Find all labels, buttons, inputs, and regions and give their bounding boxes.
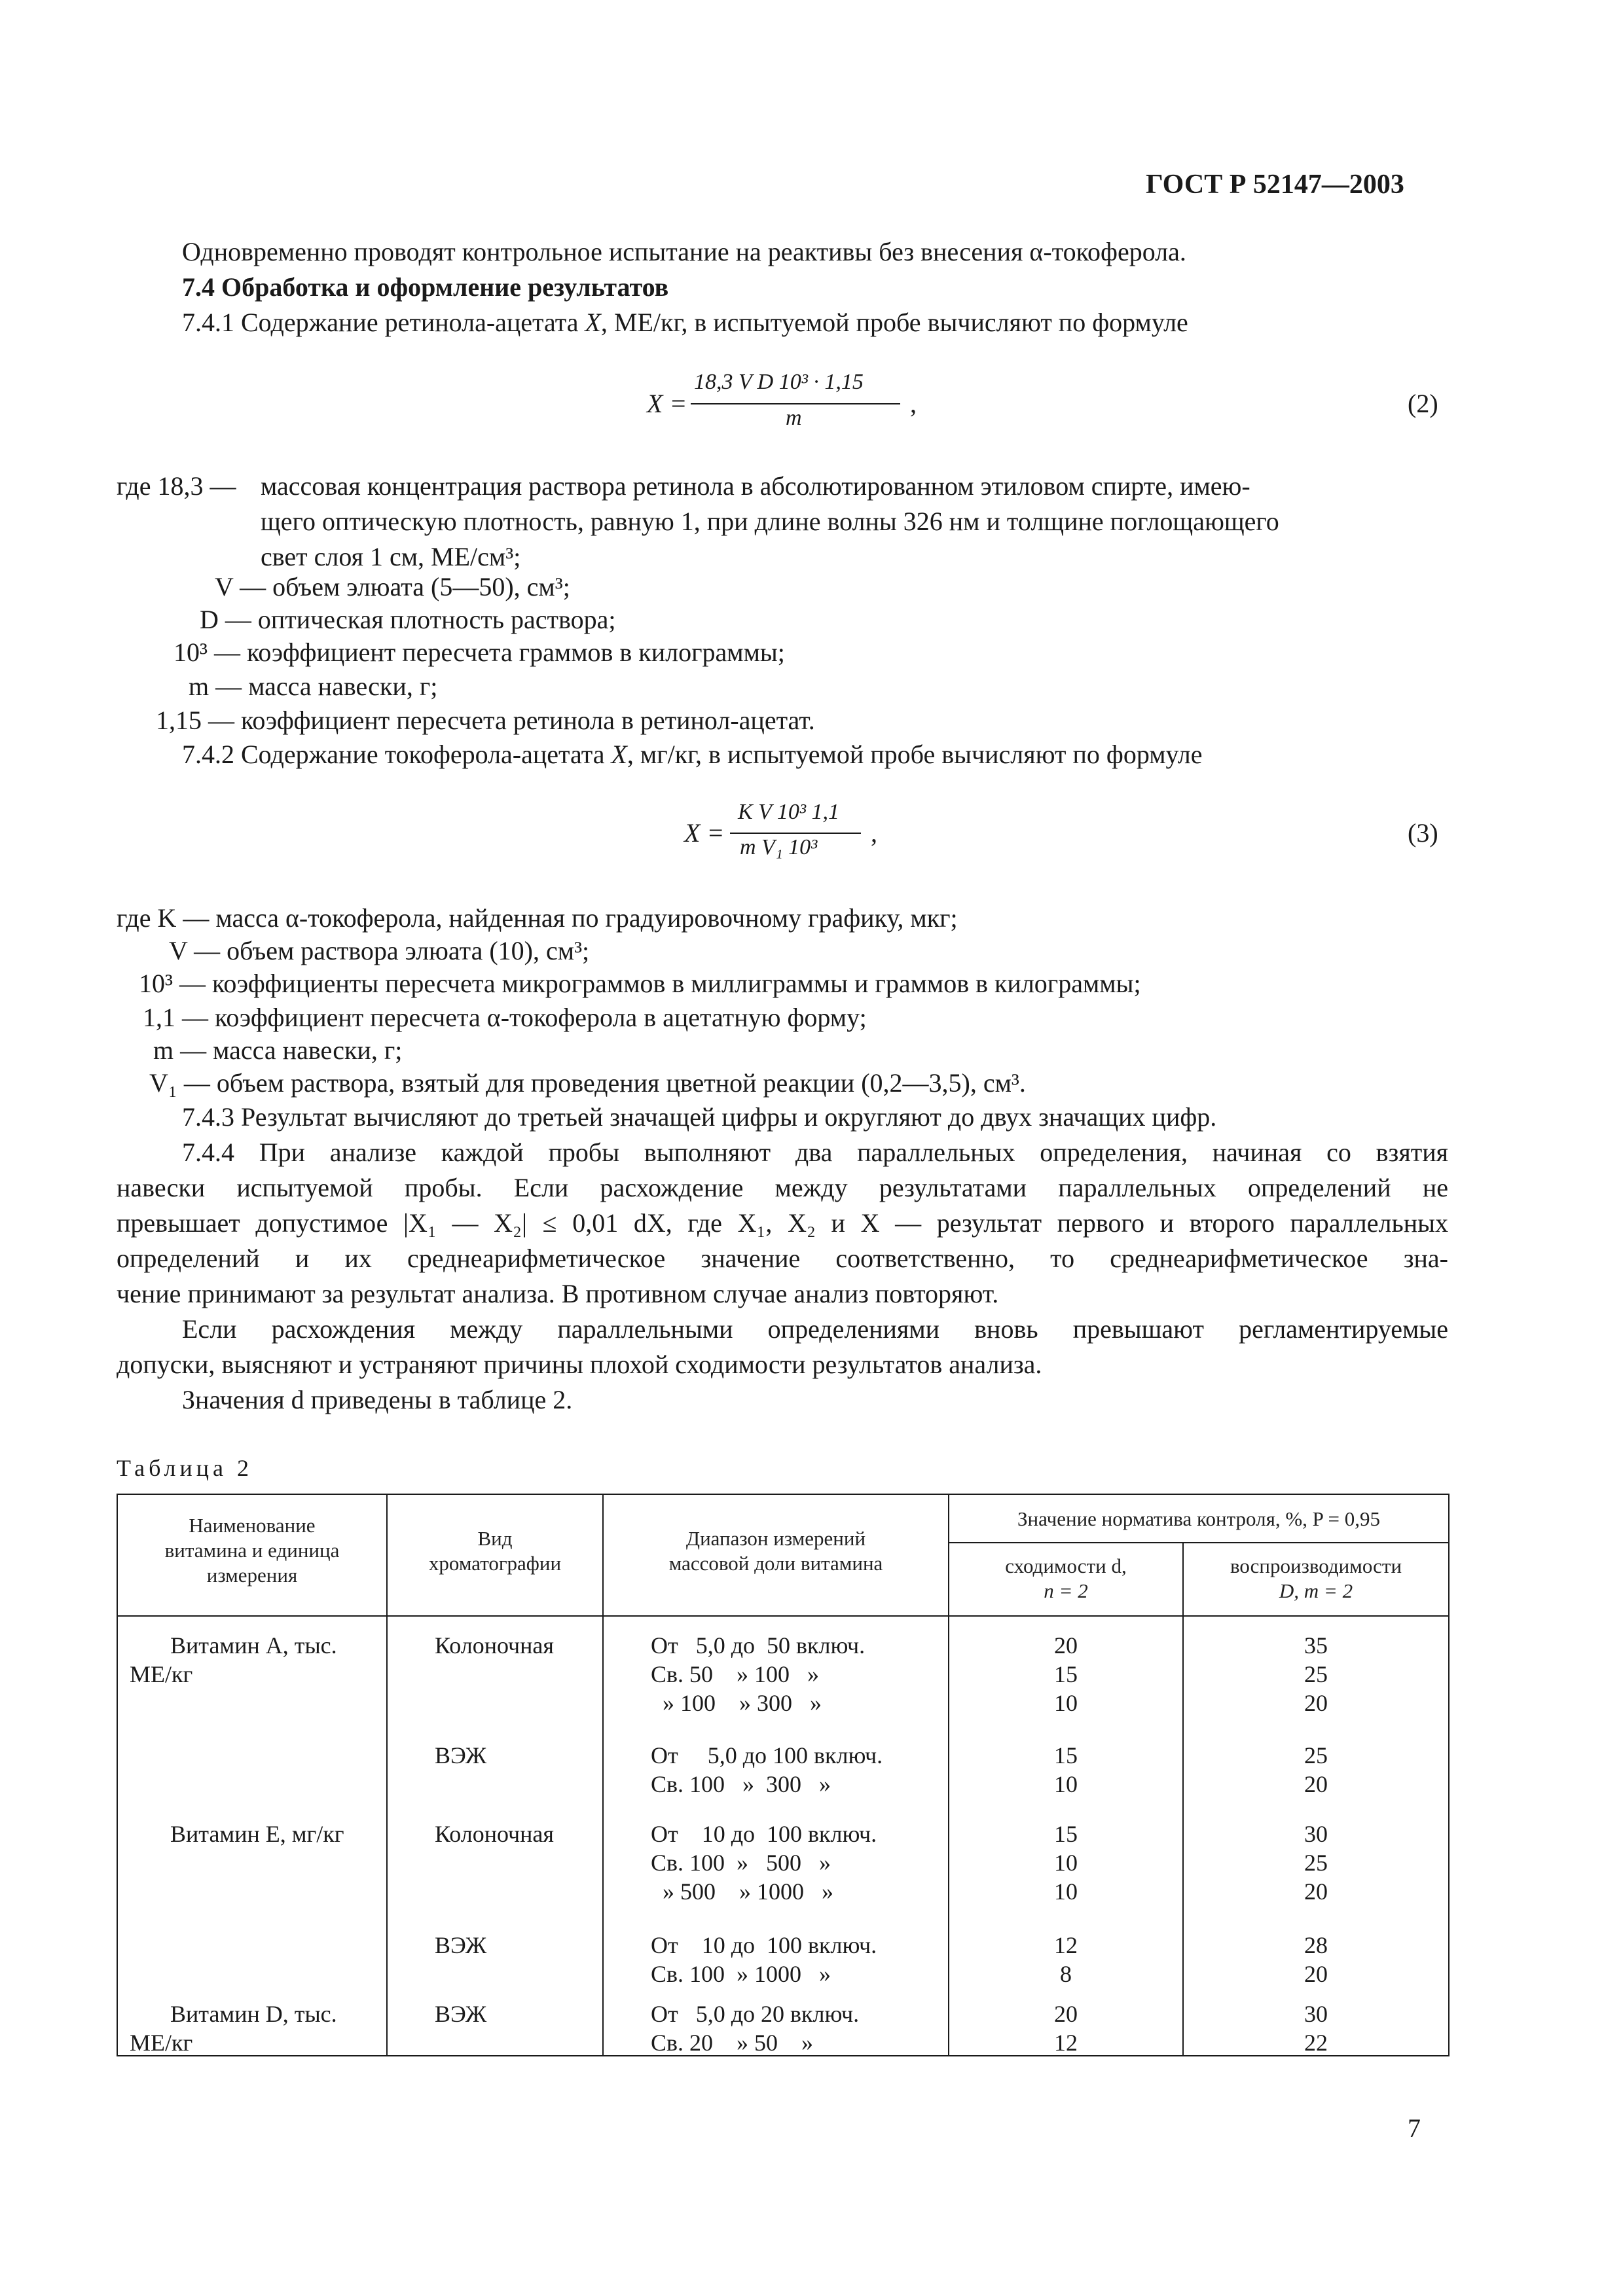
conv-e4: 12 (1054, 1932, 1078, 1958)
formula-3-lhs: X = (684, 818, 725, 848)
col-range (603, 1616, 949, 2056)
range-a2: Св. 50 » 100 » (651, 1661, 820, 1687)
vitamin-a-line-2: МЕ/кг (130, 1661, 193, 1687)
formula-2-number: (2) (1408, 389, 1438, 418)
intro-paragraph: Одновременно проводят контрольное испытание на реактивы без внесения α-токоферола. (182, 237, 1186, 266)
header-reproducibility: воспроизводимости D, m = 2 (1183, 1543, 1449, 1616)
legend3-item-2: V — объем раствора элюата (10), см³; (169, 936, 590, 965)
paragraph-7-4-3: 7.4.3 Результат вычисляют до третьей значащей цифры и округляют до двух значащих цифр. (182, 1102, 1217, 1132)
legend2-item-3: D — оптическая плотность раствора; (200, 605, 616, 634)
paragraph-7-4-2: 7.4.2 Содержание токоферола-ацетата X, мг/кг, в испытуемой пробе вычисляют по формуле (182, 740, 1203, 769)
formula-2-comma: , (910, 389, 917, 418)
formula-2-numerator: 18,3 V D 10³ · 1,15 (694, 370, 864, 394)
legend2-item-1-line-1: массовая концентрация раствора ретинола в абсолютированном этиловом спирте, имею- (261, 471, 1250, 501)
range-d1: От 5,0 до 20 включ. (651, 2001, 860, 2027)
table-body-row (117, 1616, 1449, 2056)
vitamin-e: Витамин Е, мг/кг (170, 1821, 344, 1847)
formula-3-number: (3) (1408, 818, 1438, 848)
range-e5: Св. 100 » 1000 » (651, 1961, 831, 1987)
conv-e5: 8 (1060, 1961, 1072, 1987)
repro-a3: 20 (1304, 1690, 1328, 1716)
page-number: 7 (1408, 2113, 1421, 2143)
conv-a5: 10 (1054, 1771, 1078, 1797)
paragraph-7-4-1: 7.4.1 Содержание ретинола-ацетата X, МЕ/кг, в испытуемой пробе вычисляют по формуле (182, 308, 1188, 337)
repro-e3: 20 (1304, 1878, 1328, 1905)
legend3-item-6: V₁ — объем раствора, взятый для проведения цветной реакции (0,2—3,5), см³. (149, 1068, 1026, 1098)
vitamin-d-line-1: Витамин D, тыс. (170, 2001, 337, 2027)
repro-a5: 20 (1304, 1771, 1328, 1797)
range-e2: Св. 100 » 500 » (651, 1850, 831, 1876)
legend3-item-3: 10³ — коэффициенты пересчета микрограммов в миллиграммы и граммов в килограммы; (139, 969, 1141, 998)
legend2-item-1-prefix: где 18,3 — (117, 471, 236, 501)
repro-e2: 25 (1304, 1850, 1328, 1876)
section-heading: 7.4 Обработка и оформление результатов (182, 272, 669, 302)
conv-d1: 20 (1054, 2001, 1078, 2027)
paragraph-values-d: Значения d приведены в таблице 2. (182, 1385, 573, 1414)
formula-3-numerator: K V 10³ 1,1 (738, 800, 840, 824)
p744-line-2: навески испытуемой пробы. Если расхождение между результатами параллельных определений не (117, 1173, 1448, 1202)
formula-3-fraction-bar (730, 833, 861, 834)
chrom-d-hplc: ВЭЖ (435, 2001, 487, 2027)
formula-3-denominator: m V₁ 10³ (740, 835, 818, 859)
range-a4: От 5,0 до 100 включ. (651, 1742, 883, 1768)
p744-line-3: превышает допустимое |X₁ — X₂| ≤ 0,01 dX, где X₁, X₂ и X — результат первого и второго параллельных (117, 1208, 1448, 1238)
repeat-line-1: Если расхождения между параллельными определениями вновь превышают регламентируемые (182, 1314, 1448, 1344)
repro-d2: 22 (1304, 2030, 1328, 2056)
col-vitamin (117, 1616, 387, 2056)
formula-3-comma: , (871, 818, 877, 848)
formula-2-denominator: m (786, 406, 802, 430)
header-chromatography: Вид хроматографии (387, 1494, 603, 1616)
chrom-a-hplc: ВЭЖ (435, 1742, 487, 1768)
repro-e5: 20 (1304, 1961, 1328, 1987)
header-convergence: сходимости d, n = 2 (949, 1543, 1183, 1616)
conv-e2: 10 (1054, 1850, 1078, 1876)
table-caption: Таблица 2 (117, 1455, 253, 1481)
repro-a1: 35 (1304, 1632, 1328, 1659)
conv-e3: 10 (1054, 1878, 1078, 1905)
repro-e1: 30 (1304, 1821, 1328, 1847)
conv-a1: 20 (1054, 1632, 1078, 1659)
repro-e4: 28 (1304, 1932, 1328, 1958)
legend2-item-4: 10³ — коэффициент пересчета граммов в килограммы; (173, 637, 785, 667)
legend3-item-1: где K — масса α-токоферола, найденная по градуировочному графику, мкг; (117, 903, 958, 933)
p744-line-1: 7.4.4 При анализе каждой пробы выполняют два параллельных определения, начиная со взятия (182, 1138, 1448, 1167)
range-a3: » 100 » 300 » (651, 1690, 822, 1716)
header-vitamin: Наименование витамина и единица измерения (117, 1494, 387, 1616)
legend2-item-5: m — масса навески, г; (189, 672, 438, 701)
legend3-item-5: m — масса навески, г; (153, 1035, 403, 1065)
document-header: ГОСТ Р 52147—2003 (1146, 170, 1404, 200)
repro-a2: 25 (1304, 1661, 1328, 1687)
formula-2-lhs: X = (647, 389, 687, 418)
range-e1: От 10 до 100 включ. (651, 1821, 877, 1847)
repeat-line-2: допуски, выясняют и устраняют причины плохой сходимости результатов анализа. (117, 1350, 1042, 1379)
conv-a2: 15 (1054, 1661, 1078, 1687)
range-a5: Св. 100 » 300 » (651, 1771, 831, 1797)
table-header-row-1 (117, 1494, 1449, 1543)
legend2-item-1-line-3: свет слоя 1 см, МЕ/см³; (261, 542, 521, 571)
header-norm: Значение норматива контроля, %, P = 0,95 (949, 1494, 1449, 1543)
range-a1: От 5,0 до 50 включ. (651, 1632, 866, 1659)
range-e3: » 500 » 1000 » (651, 1878, 833, 1905)
p744-line-4: определений и их среднеарифметическое значение соответственно, то среднеарифметическое зна- (117, 1244, 1448, 1273)
vitamin-d-line-2: МЕ/кг (130, 2030, 193, 2056)
chrom-e-hplc: ВЭЖ (435, 1932, 487, 1958)
legend3-item-4: 1,1 — коэффициент пересчета α-токоферола в ацетатную форму; (143, 1003, 867, 1032)
repro-a4: 25 (1304, 1742, 1328, 1768)
legend2-item-2: V — объем элюата (5—50), см³; (215, 572, 570, 601)
table-2 (117, 1494, 1450, 2056)
header-range: Диапазон измерений массовой доли витамина (603, 1494, 949, 1616)
legend2-item-6: 1,15 — коэффициент пересчета ретинола в ретинол-ацетат. (156, 706, 815, 735)
range-e4: От 10 до 100 включ. (651, 1932, 877, 1958)
conv-d2: 12 (1054, 2030, 1078, 2056)
conv-a4: 15 (1054, 1742, 1078, 1768)
col-convergence (949, 1616, 1183, 2056)
chrom-e-column: Колоночная (435, 1821, 554, 1847)
range-d2: Св. 20 » 50 » (651, 2030, 814, 2056)
vitamin-a-line-1: Витамин А, тыс. (170, 1632, 337, 1659)
chrom-a-column: Колоночная (435, 1632, 554, 1659)
p744-line-5: чение принимают за результат анализа. В противном случае анализ повторяют. (117, 1279, 999, 1308)
formula-2-fraction-bar (691, 403, 900, 404)
conv-a3: 10 (1054, 1690, 1078, 1716)
conv-e1: 15 (1054, 1821, 1078, 1847)
repro-d1: 30 (1304, 2001, 1328, 2027)
legend2-item-1-line-2: щего оптическую плотность, равную 1, при длине волны 326 нм и толщине поглощающего (261, 507, 1279, 536)
col-chromatography (387, 1616, 603, 2056)
col-reproducibility (1183, 1616, 1449, 2056)
